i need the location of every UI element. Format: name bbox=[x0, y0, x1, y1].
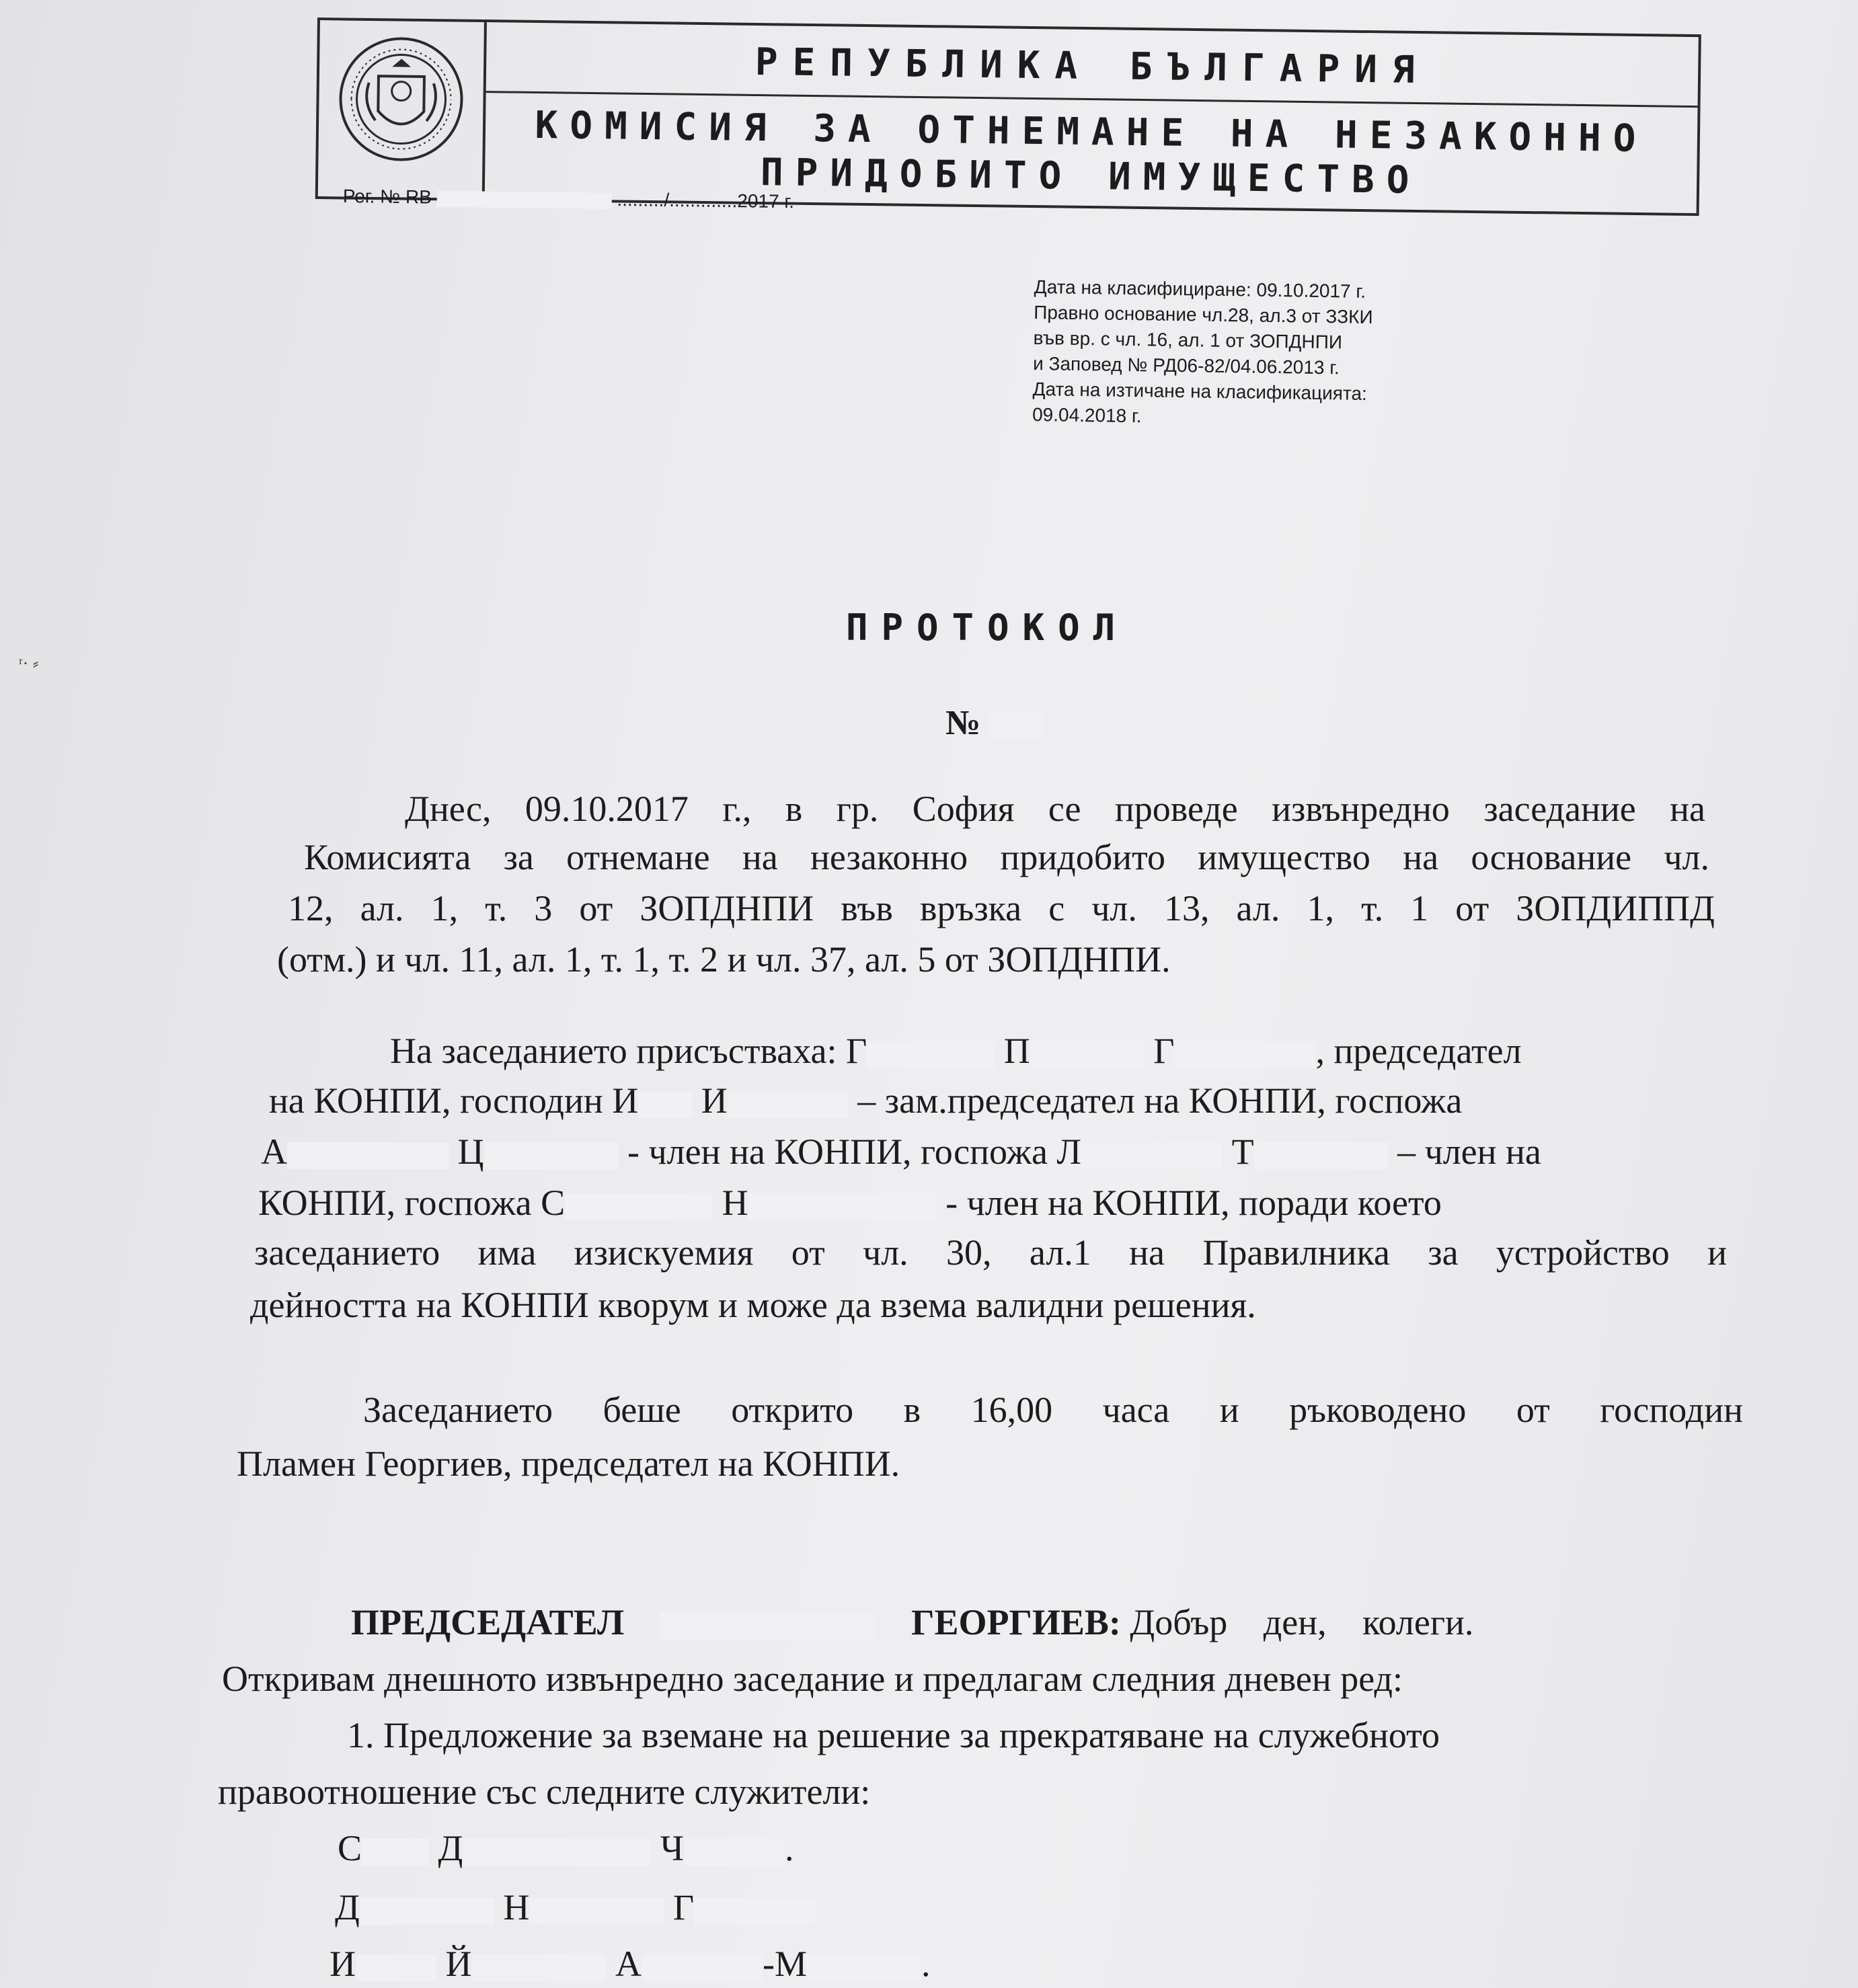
redacted-name bbox=[642, 1954, 763, 1981]
employee-2-middle: Н bbox=[503, 1887, 530, 1927]
employee-3-end: . bbox=[921, 1944, 931, 1984]
letterhead bbox=[315, 17, 1701, 216]
employee-2-last: Г bbox=[672, 1887, 695, 1927]
para1-line4: (отм.) и чл. 11, ал. 1, т. 1, т. 2 и чл. 37, ал. 5 от ЗОПДНПИ. bbox=[277, 939, 1171, 980]
redacted-name bbox=[529, 1898, 664, 1925]
employee-2-first: Д bbox=[335, 1887, 360, 1927]
number-prefix: № bbox=[945, 704, 981, 742]
attendee-2-last: И bbox=[701, 1080, 728, 1121]
header-country: РЕПУБЛИКА БЪЛГАРИЯ bbox=[754, 40, 1430, 93]
redacted-name bbox=[1174, 1041, 1315, 1068]
redacted-name bbox=[362, 1839, 429, 1866]
attendee-3-first: А bbox=[261, 1131, 287, 1172]
para1-line1: Днес, 09.10.2017 г., в гр. София се проведе извънредно заседание на bbox=[405, 789, 1705, 829]
classification-date: Дата на класифициране: 09.10.2017 г. bbox=[1034, 276, 1366, 302]
para1-line2: Комисията за отнемане на незаконно придобито имущество на основание чл. bbox=[304, 837, 1709, 877]
employee-1-last: Ч bbox=[660, 1828, 684, 1868]
classification-legal-basis: Правно основание чл.28, ал.3 от ЗЗКИ bbox=[1033, 301, 1373, 328]
reg-suffix: ........./.............2017 г. bbox=[617, 188, 795, 212]
seal-cell bbox=[318, 20, 487, 198]
redacted-name bbox=[360, 1898, 494, 1925]
para2-line4 bbox=[258, 1182, 1442, 1224]
attendee-4-role: – член на bbox=[1397, 1131, 1541, 1172]
speaker-title: ПРЕДСЕДАТЕЛ bbox=[351, 1602, 625, 1642]
redacted-name bbox=[472, 1954, 607, 1981]
redacted-name bbox=[565, 1193, 713, 1220]
employee-3-middle: Й bbox=[445, 1944, 472, 1984]
para2-line6: дейността на КОНПИ кворум и може да взема валидни решения. bbox=[250, 1285, 1256, 1325]
attendee-2-first: на КОНПИ, господин И bbox=[269, 1080, 639, 1121]
employee-2 bbox=[335, 1886, 815, 1928]
redacted-name bbox=[287, 1142, 449, 1169]
attendee-2-role: – зам.председател на КОНПИ, госпожа bbox=[857, 1080, 1463, 1121]
para2-line3 bbox=[261, 1131, 1541, 1172]
classification-expiry-date: 09.04.2018 г. bbox=[1032, 403, 1142, 427]
coat-of-arms-seal-icon bbox=[337, 35, 465, 163]
protocol-number bbox=[945, 703, 1044, 743]
document-title: ПРОТОКОЛ bbox=[846, 606, 1129, 649]
margin-mark: ʳ· ⸗ bbox=[19, 653, 39, 673]
attendee-1-middle: П bbox=[1003, 1031, 1030, 1071]
employee-1 bbox=[338, 1827, 793, 1869]
employee-1-first: С bbox=[338, 1828, 362, 1868]
para4-line3: 1. Предложение за вземане на решение за прекратяване на служебното bbox=[347, 1715, 1440, 1755]
redacted-name bbox=[684, 1839, 785, 1866]
para4-line4: правоотношение със следните служители: bbox=[218, 1772, 871, 1812]
attendee-5-role: - член на КОНПИ, поради което bbox=[945, 1183, 1442, 1223]
speaker-surname: ГЕОРГИЕВ: bbox=[911, 1602, 1121, 1642]
commission-line2: ПРИДОБИТО ИМУЩЕСТВО bbox=[760, 151, 1422, 203]
commission-line1: КОМИСИЯ ЗА ОТНЕМАНЕ НА НЕЗАКОННО bbox=[535, 103, 1648, 161]
para2-line1 bbox=[390, 1030, 1522, 1072]
redacted-name bbox=[807, 1954, 921, 1981]
para3-line1: Заседанието беше открито в 16,00 часа и ръководено от господин bbox=[363, 1390, 1743, 1430]
para1-line3: 12, ал. 1, т. 3 от ЗОПДНПИ във връзка с чл. 13, ал. 1, т. 1 от ЗОПДИППД bbox=[288, 888, 1715, 928]
classification-legal-basis-2: във вр. с чл. 16, ал. 1 от ЗОПДНПИ bbox=[1033, 327, 1343, 353]
para3-line2: Пламен Георгиев, председател на КОНПИ. bbox=[237, 1443, 900, 1484]
greeting: Добър ден, колеги. bbox=[1130, 1602, 1474, 1642]
attendee-5-last: Н bbox=[722, 1183, 748, 1223]
employee-1-middle: Д bbox=[438, 1828, 463, 1868]
redacted-name bbox=[1081, 1142, 1223, 1169]
reg-prefix: Рег. № RB bbox=[342, 186, 432, 208]
registration-line bbox=[343, 186, 795, 212]
attendee-1-role: , председател bbox=[1315, 1031, 1522, 1071]
classification-expiry-label: Дата на изтичане на класификацията: bbox=[1032, 378, 1368, 404]
employee-1-end: . bbox=[784, 1828, 794, 1868]
redacted-name bbox=[728, 1091, 849, 1118]
redacted-name bbox=[1254, 1142, 1389, 1169]
attendee-5-first: КОНПИ, госпожа С bbox=[258, 1183, 566, 1223]
redacted-name bbox=[356, 1954, 436, 1981]
attendee-1-last: Г bbox=[1153, 1031, 1175, 1071]
employee-3-first: И bbox=[330, 1944, 356, 1984]
attendee-3-last: Ц bbox=[457, 1131, 484, 1172]
para2-line2 bbox=[269, 1080, 1462, 1121]
redacted-name bbox=[463, 1839, 651, 1866]
para2-line5: заседанието има изискуемия от чл. 30, ал.1 на Правилника за устройство и bbox=[254, 1232, 1727, 1273]
redacted-number bbox=[989, 713, 1044, 739]
employee-3-last: А bbox=[615, 1944, 642, 1984]
redacted-name bbox=[1030, 1041, 1145, 1068]
para4-line1 bbox=[351, 1601, 1473, 1643]
para4-line2: Откривам днешното извънредно заседание и предлагам следния дневен ред: bbox=[222, 1659, 1403, 1699]
redacted-name bbox=[660, 1613, 876, 1640]
redacted-name bbox=[484, 1142, 619, 1169]
redacted-name bbox=[638, 1091, 692, 1118]
redacted-reg-number bbox=[437, 190, 612, 208]
attendee-4-last: Т bbox=[1231, 1131, 1254, 1172]
redacted-name bbox=[867, 1041, 995, 1068]
employee-3 bbox=[330, 1943, 931, 1985]
redacted-name bbox=[694, 1898, 815, 1925]
redacted-name bbox=[748, 1193, 937, 1220]
employee-3-last-2: -М bbox=[763, 1944, 807, 1984]
attendee-3-role: - член на КОНПИ, госпожа Л bbox=[627, 1131, 1082, 1172]
attendee-1-first: На заседанието присъстваха: Г bbox=[390, 1031, 867, 1071]
classification-order: и Заповед № РД06-82/04.06.2013 г. bbox=[1032, 352, 1340, 379]
classification-block bbox=[1032, 274, 1374, 432]
